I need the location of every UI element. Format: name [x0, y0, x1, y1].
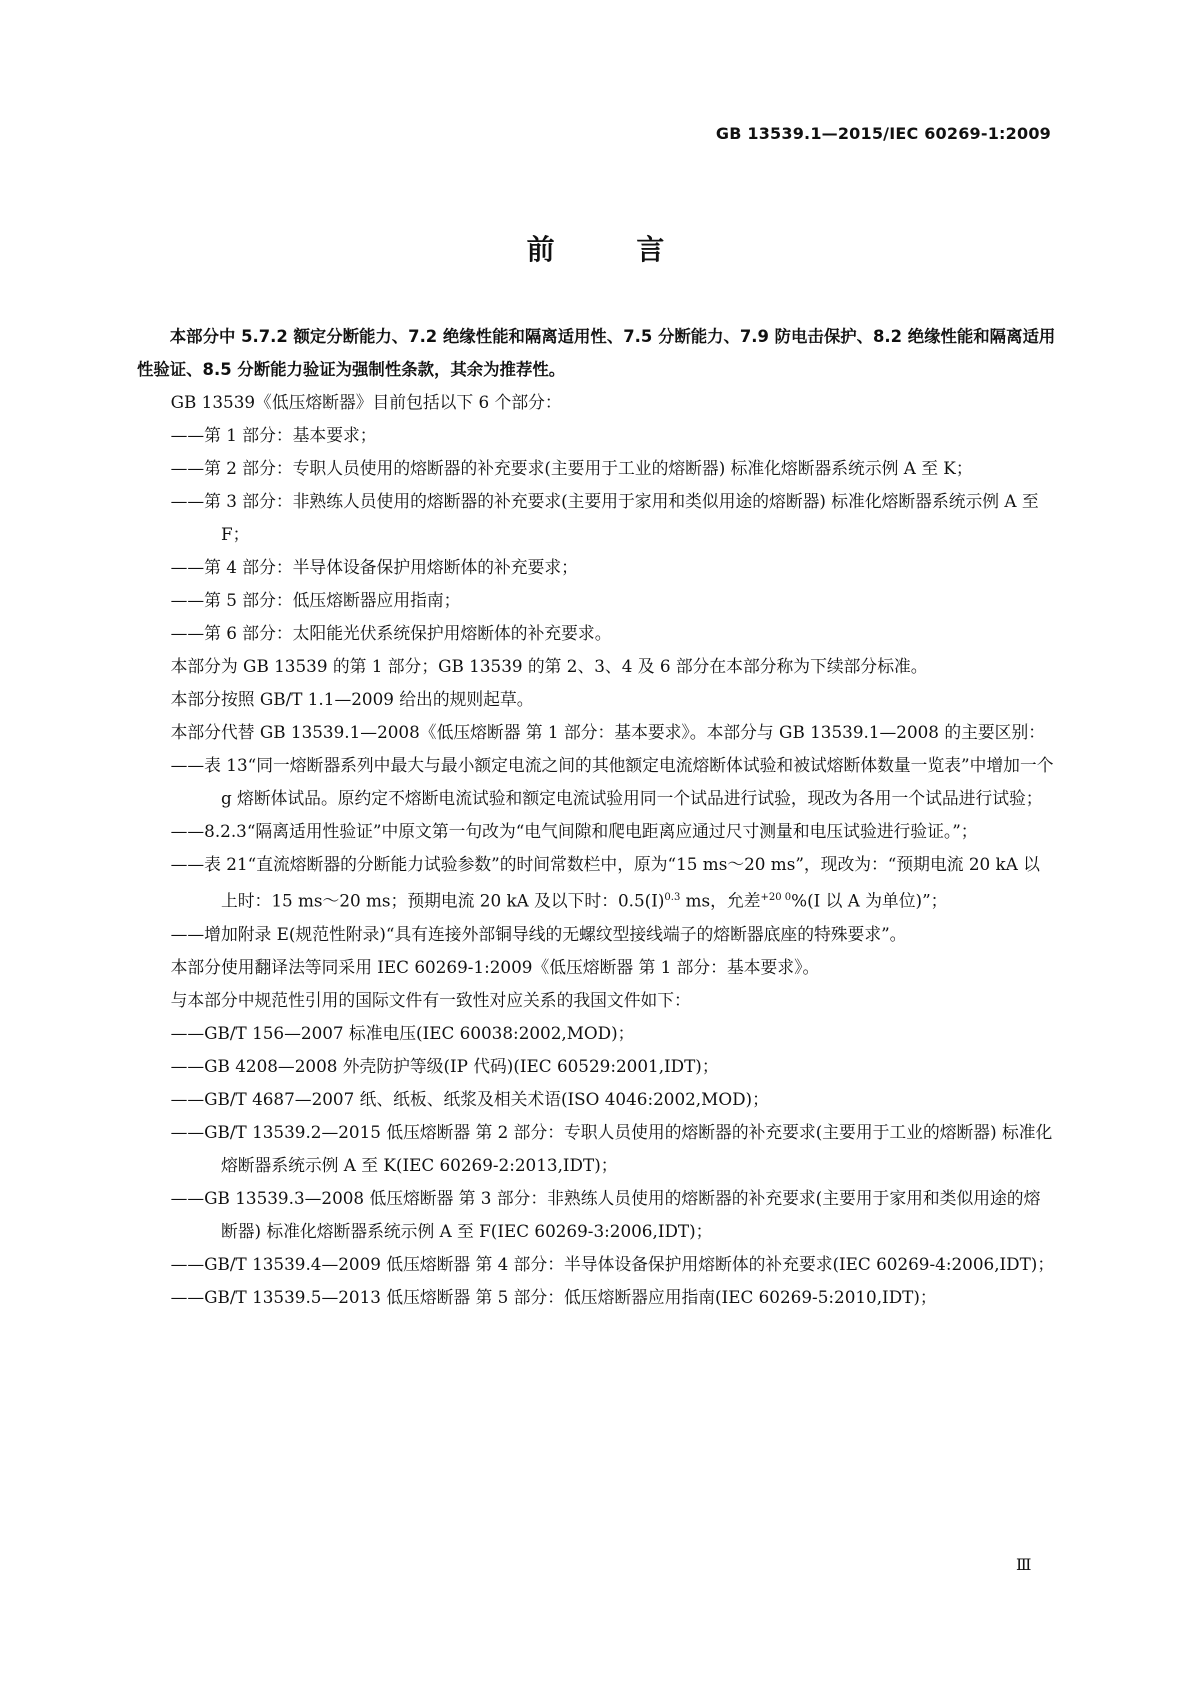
list-item: ——表 13“同一熔断器系列中最大与最小额定电流之间的其他额定电流熔断体试验和被试熔断体数量一览表”中增加一个 g 熔断体试品。原约定不熔断电流试验和额定电流试验用同一个试品进行试验，现改为各用一个试品进行试验； [170, 755, 1054, 808]
list-item: ——第 2 部分：专职人员使用的熔断器的补充要求(主要用于工业的熔断器) 标准化熔断器系统示例 A 至 K； [170, 458, 973, 478]
list-item: ——增加附录 E(规范性附录)“具有连接外部铜导线的无螺纹型接线端子的熔断器底座的特殊要求”。 [170, 923, 907, 944]
page-number: Ⅲ [1016, 1555, 1032, 1574]
list-item: ——GB/T 4687—2007 纸、纸板、纸浆及相关术语(ISO 4046:2002,MOD)； [170, 1088, 769, 1109]
parts-list [137, 419, 1056, 650]
list-item: ——GB/T 13539.4—2009 低压熔断器 第 4 部分：半导体设备保护用熔断体的补充要求(IEC 60269-4:2006,IDT)； [170, 1253, 1055, 1274]
change-text: %(I 以 A 为单位)”； [791, 890, 948, 911]
list-item: ——GB/T 13539.5—2013 低压熔断器 第 5 部分：低压熔断器应用指南(IEC 60269-5:2010,IDT)； [170, 1286, 937, 1307]
list-item [137, 848, 1056, 918]
translation-method-paragraph: 本部分使用翻译法等同采用 IEC 60269-1:2009《低压熔断器 第 1 部分：基本要求》。 [170, 956, 820, 977]
document-body [137, 320, 1056, 1314]
list-item: ——第 4 部分：半导体设备保护用熔断体的补充要求； [170, 557, 578, 577]
list-item: ——第 6 部分：太阳能光伏系统保护用熔断体的补充要求。 [170, 623, 612, 643]
mandatory-clause-paragraph: 本部分中 5.7.2 额定分断能力、7.2 绝缘性能和隔离适用性、7.5 分断能力、7.9 防电击保护、8.2 绝缘性能和隔离适用性验证、8.5 分断能力验证为强制性条款，其余为推荐性。 [137, 327, 1056, 379]
document-header: GB 13539.1—2015/IEC 60269-1:2009 [715, 124, 1051, 143]
exponent: 0.3 [664, 892, 681, 903]
part-scope-paragraph: 本部分为 GB 13539 的第 1 部分；GB 13539 的第 2、3、4 及 6 部分在本部分称为下续部分标准。 [170, 656, 928, 676]
list-item: ——第 5 部分：低压熔断器应用指南； [170, 590, 461, 610]
list-item: ——GB/T 156—2007 标准电压(IEC 60038:2002,MOD)； [170, 1022, 635, 1043]
parts-intro-paragraph: GB 13539《低压熔断器》目前包括以下 6 个部分： [170, 392, 562, 412]
drafting-rules-paragraph: 本部分按照 GB/T 1.1—2009 给出的规则起草。 [170, 689, 534, 709]
list-item: ——GB 13539.3—2008 低压熔断器 第 3 部分：非熟练人员使用的熔断器的补充要求(主要用于家用和类似用途的熔断器) 标准化熔断器系统示例 A 至 F(IEC 60269-3:2006,IDT)； [170, 1187, 1041, 1241]
list-item: ——第 1 部分：基本要求； [170, 425, 377, 445]
change-text: ms，允差 [680, 890, 761, 911]
replacement-paragraph: 本部分代替 GB 13539.1—2008《低压熔断器 第 1 部分：基本要求》。本部分与 GB 13539.1—2008 的主要区别： [170, 722, 1046, 742]
page-title: 前 言 [526, 233, 701, 266]
references-list [137, 1017, 1056, 1314]
tolerance: +20 0 [760, 892, 792, 903]
list-item: ——GB 4208—2008 外壳防护等级(IP 代码)(IEC 60529:2001,IDT)； [170, 1055, 719, 1076]
change-text: ——表 21“直流熔断器的分断能力试验参数”的时间常数栏中，原为“15 ms～20 ms”，现改为：“预期电流 20 kA 以上时：15 ms～20 ms；预期电流 20 kA 及以下时：0.5(I) [170, 854, 1040, 911]
list-item: ——GB/T 13539.2—2015 低压熔断器 第 2 部分：专职人员使用的熔断器的补充要求(主要用于工业的熔断器) 标准化熔断器系统示例 A 至 K(IEC 60269-2:2013,IDT)； [170, 1121, 1053, 1175]
list-item: ——第 3 部分：非熟练人员使用的熔断器的补充要求(主要用于家用和类似用途的熔断器) 标准化熔断器系统示例 A 至 F； [170, 491, 1039, 544]
changes-list [137, 749, 1056, 951]
references-intro-paragraph: 与本部分中规范性引用的国际文件有一致性对应关系的我国文件如下： [170, 989, 691, 1010]
list-item: ——8.2.3“隔离适用性验证”中原文第一句改为“电气间隙和爬电距离应通过尺寸测量和电压试验进行验证。”； [170, 821, 978, 841]
